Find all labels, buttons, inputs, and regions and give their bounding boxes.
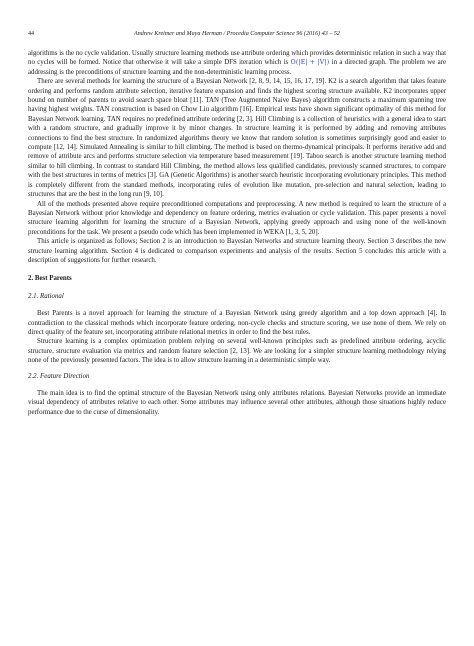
intro-paragraph-2: There are several methods for learning the structure of a Bayesian Network [2, 8, 9, 14, 15, 16, 17, 19]. K2 is a search algorithm that takes feature ordering and performs random attribute selection, iterative feature expansion and finds the highest scoring structure available. K2 incorporates upper bound on number of parents to avoid search space bloat [11]. TAN (Tree Augmented Naive Bayes) algorithm constructs a maximum spanning tree having highest weights. TAN construction is based on Chow Liu algorithm [16]. Empirical tests have shown significant optimality of this method for Bayesian Network learning. TAN requires no predefined attribute ordering [2, 3]. Hill Climbing is a collection of heuristics with a general idea to start with a random structure, and gradually improve it by minor changes. In structure learning it is performed by adding and removing attributes connections to find the best structure. In randomized algorithms theory we know that random solution is sometimes surprisingly good and easier to compute [12, 14]. Simulated Annealing is similar to hill climbing. The method is based on thermo-dynamical principals. It performs iterative add and remove of attribute arcs and performs structure selection via temperature based measurement [19]. Taboo search is another structure learning method similar to hill climbing. In contrast to standard Hill Climbing, the method allows less qualified candidates, previously scanned structures, to compare with the best structures in terms of metrics [3]. GA (Genetic Algorithms) is another search heuristic incorporating evolutionary principles. This method is completely different from the standard methods, incorporating rules of evolution like mutation, pre-selection and natural selection, leading to structures that are the best in the long run [9, 10].: [28, 78, 446, 199]
rational-paragraph-1: Best Parents is a novel approach for learning the structure of a Bayesian Network using greedy algorithm and a top down approach [4]. In contradiction to the classical methods which incorporate feature ordering, non-cycle checks and structure scoring, we use none of them. We rely on direct quality of the feature set, incorporating attribute relational metrics in order to find the best rules.: [28, 310, 446, 336]
intro-p1-after: in a directed graph. The problem we are addressing is the preconditions of structure learning and the non-deterministic learning process.: [28, 59, 447, 76]
feature-direction-paragraph-1: The main idea is to find the optimal structure of the Bayesian Network using only attributes relations. Bayesian Networks provide an immediate visual dependency of attributes relative to each other. Some attributes may influence several other attributes, although those situations highly reduce performance due to the curse of dimensionality.: [28, 390, 446, 416]
complexity-formula: O(|E| + |V|): [290, 59, 330, 67]
intro-paragraph-1: [28, 49, 446, 77]
intro-paragraph-3: All of the methods presented above require preconditioned computations and preprocessing. A new method is required to learn the structure of a Bayesian Network without prior knowledge and dependency on feature ordering, metrics evaluation or cycle validation. This paper presents a novel structure learning algorithm for learning the structure of a Bayesian Network, applying greedy approach and using none of the well-known preconditions for the task. We present a pseudo code which has been implemented in WEKA [1, 3, 5, 20].: [28, 200, 446, 236]
section-heading: 2. Best Parents: [28, 275, 72, 283]
running-head: Andrew Kreimer and Maya Herman / Procedia Computer Science 96 (2016) 43 – 52: [134, 31, 340, 37]
page-header: [28, 28, 446, 40]
subsection-heading-feature-direction: 2.2. Feature Direction: [28, 372, 90, 380]
page-number: 44: [28, 31, 35, 37]
subsection-heading-rational: 2.1. Rational: [28, 292, 64, 300]
paper-page: [28, 28, 446, 417]
intro-paragraph-4: This article is organized as follows; Section 2 is an introduction to Bayesian Networks and structure learning theory. Section 3 describes the new structure learning algorithm. Section 4 is dedicated to comparison experiments and analysis of the results. Section 5 concludes this article with a description of suggestions for further research.: [28, 238, 446, 264]
article-body: [28, 49, 446, 417]
intro-p1-before: algorithms is the no cycle validation. Usually structure learning methods use attribute ordering which provides deterministic relation in such a way that no cycles will be formed. Notice that otherwise it will take a simple DFS iteration which is: [28, 50, 446, 67]
rational-paragraph-2: Structure learning is a complex optimization problem relying on several well-known principles such as predefined attribute ordering, acyclic structure, structure evaluation via metrics and random feature selection [2, 13]. We are looking for a simpler structure learning methodology relying none of the previously presented factors. The idea is to allow structure learning in a deterministic simple way.: [28, 338, 446, 365]
